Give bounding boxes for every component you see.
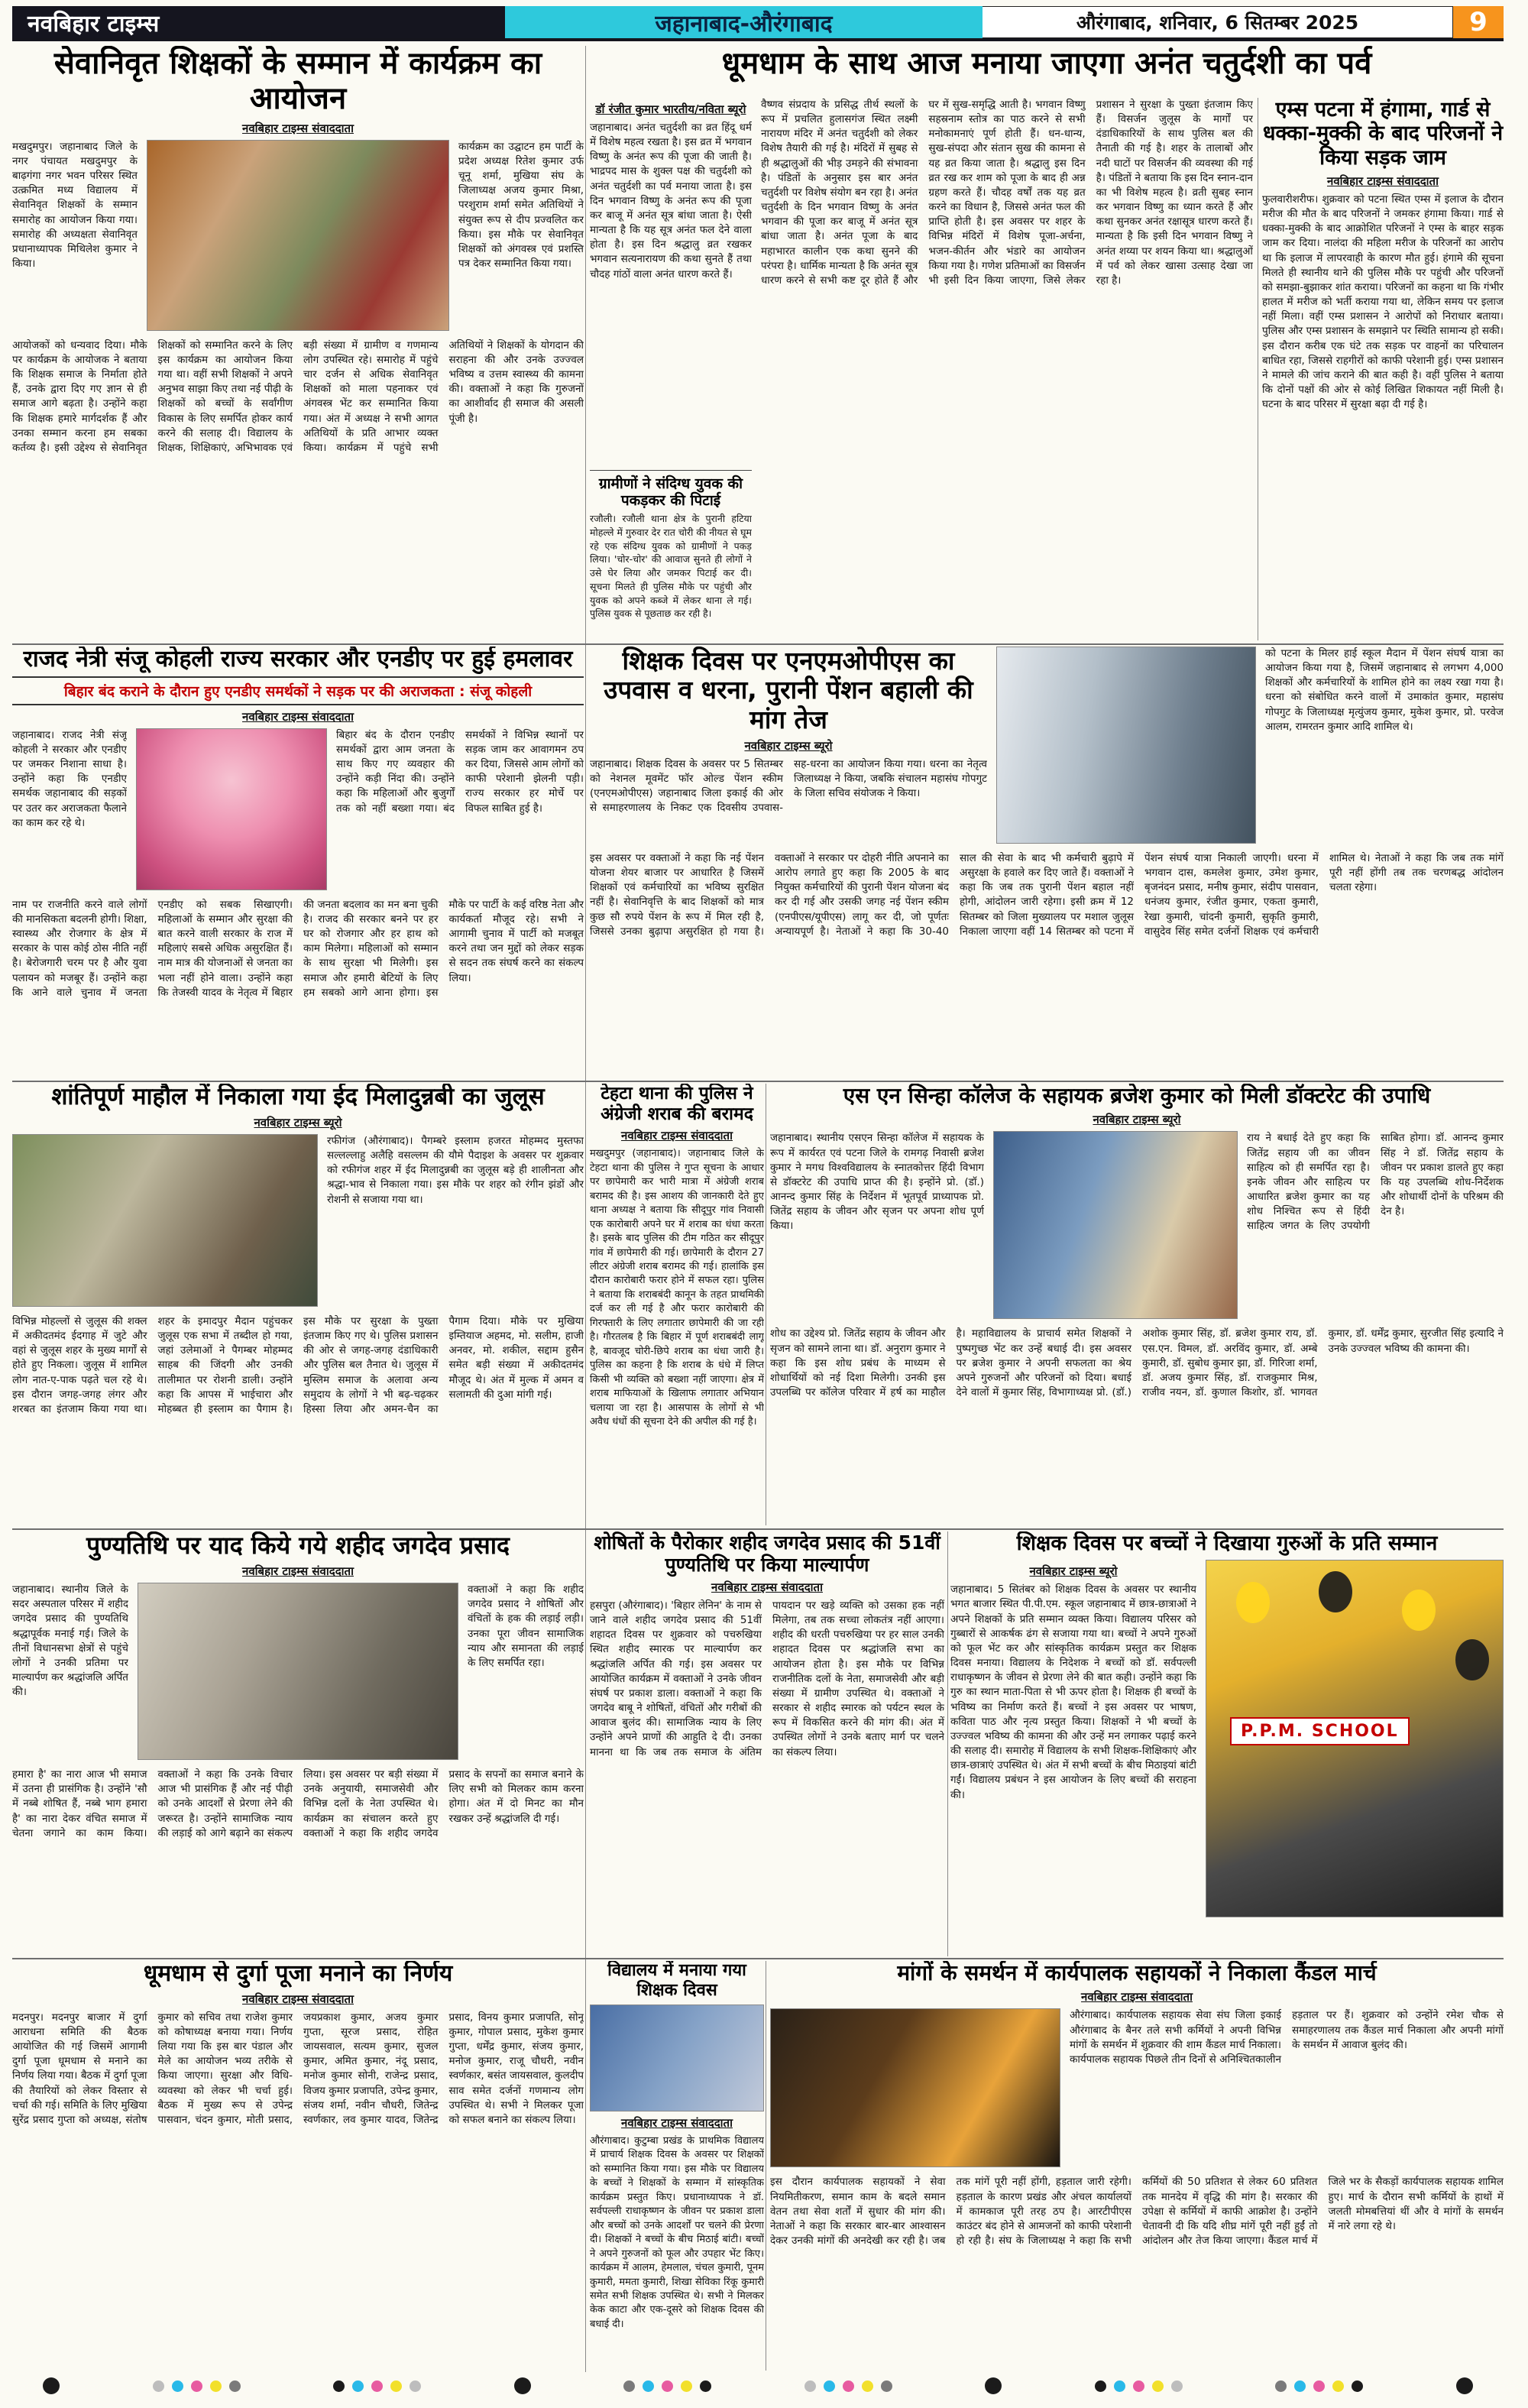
body-text: राय ने बधाई देते हुए कहा कि जितेंद्र सहाय जी का जीवन साहित्य को ही समर्पित रहा है। इनके जीवन और साहित्य पर आधारित ब्रजेश कुमार का यह शोध निश्चित रूप से हिंदी साहित्य जगत के लिए उपयोगी साबित होगा। डॉ. आनन्द कुमार सिंह ने डॉ. जितेंद्र सहाय के जीवन पर प्रकाश डालते हुए कहा कि यह उपलब्धि शोध-निर्देशक और शोधार्थी दोनों के परिश्रम की देन है।: [1247, 1132, 1504, 1233]
row-rule: [12, 643, 1504, 645]
candle-march-photo: [770, 2008, 1060, 2167]
headline: राजद नेत्री संजू कोहली राज्य सरकार और एनडीए पर हुई हमलावर: [23, 647, 573, 672]
headline: एम्स पटना में हंगामा, गार्ड से धक्का-मुक्की के बाद परिजनों ने किया सड़क जाम: [1262, 98, 1504, 170]
article-durga-puja-decision: [12, 1961, 584, 2371]
article-candle-march: [770, 1961, 1504, 2371]
byline: नवबिहार टाइम्स ब्यूरो: [254, 1115, 342, 1129]
masthead: [12, 6, 1504, 41]
registration-marks: [12, 2374, 1504, 2398]
headline: शांतिपूर्ण माहौल में निकाला गया ईद मिलादुन्नबी का जुलूस: [51, 1084, 545, 1110]
body-text: आयोजकों को धन्यवाद दिया। मौके पर कार्यक्रम के आयोजक ने बताया कि शिक्षक समाज के निर्माता होते हैं, उनके द्वारा दिए गए ज्ञान से ही समाज आगे बढ़ता है। उन्होंने कहा कि शिक्षक हमारे मार्गदर्शक हैं और उनका सम्मान करना हम सबका कर्तव्य है। इसी उद्देश्य से सेवानिवृत शिक्षकों को सम्मानित करने के लिए इस कार्यक्रम का आयोजन किया गया था। वहीं सभी शिक्षकों ने अपने अनुभव साझा किए तथा नई पीढ़ी के शिक्षकों को बच्चों के सर्वांगीण विकास के लिए समर्पित होकर कार्य करने की सलाह दी। विद्यालय के शिक्षक, शिक्षिकाएं, अभिभावक एवं बड़ी संख्या में ग्रामीण व गणमान्य लोग उपस्थित रहे। समारोह में पहुंचे चार दर्जन से अधिक सेवानिवृत शिक्षकों को माला पहनाकर एवं अंगवस्त्र भेंट कर सम्मानित किया गया। अंत में अध्यक्ष ने सभी आगत अतिथियों के प्रति आभार व्यक्त किया। कार्यक्रम में पहुंचे सभी अतिथियों ने शिक्षकों के योगदान की सराहना की और उनके उज्ज्वल भविष्य व उत्तम स्वास्थ्य की कामना की। वक्ताओं ने कहा कि गुरुजनों का आशीर्वाद ही समाज की असली पूंजी है।: [12, 339, 584, 454]
registration-dot: [1456, 2377, 1473, 2394]
byline: नवबिहार टाइम्स संवाददाता: [242, 1992, 354, 2006]
doctorate-photo: [993, 1131, 1238, 1319]
row-rule: [12, 1958, 1504, 1959]
byline: नवबिहार टाइम्स संवाददाता: [711, 1580, 823, 1594]
registration-dot: [43, 2377, 60, 2394]
sanju-kohli-photo: [136, 728, 327, 890]
headline: मांगों के समर्थन में कार्यपालक सहायकों ने निकाला कैंडल मार्च: [897, 1961, 1377, 1985]
body-text: इस दौरान कार्यपालक सहायकों ने सेवा नियमितीकरण, समान काम के बदले समान वेतन तथा सेवा शर्तों में सुधार की मांग की। नेताओं ने कहा कि सरकार बार-बार आश्वासन देकर उनकी मांगों की अनदेखी कर रही है। जब तक मांगें पूरी नहीं होंगी, हड़ताल जारी रहेगी। हड़ताल के कारण प्रखंड और अंचल कार्यालयों में कामकाज पूरी तरह ठप है। आरटीपीएस काउंटर बंद होने से आमजनों को काफी परेशानी हो रही है। संघ के जिलाध्यक्ष ने कहा कि सभी कर्मियों की 50 प्रतिशत से लेकर 60 प्रतिशत तक मानदेय में वृद्धि की मांग है। सरकार की उपेक्षा से कर्मियों में काफी आक्रोश है। उन्होंने चेतावनी दी कि यदि शीघ्र मांगें पूरी नहीं हुईं तो आंदोलन और तेज किया जाएगा। कैंडल मार्च में जिले भर के सैकड़ों कार्यपालक सहायक शामिल हुए। मार्च के दौरान सभी कर्मियों के हाथों में जलती मोमबत्तियां थीं और वे मांगों के समर्थन में नारे लगा रहे थे।: [770, 2176, 1504, 2248]
headline: पुण्यतिथि पर याद किये गये शहीद जगदेव प्रसाद: [86, 1531, 510, 1560]
sub-headline: बिहार बंद कराने के दौरान हुए एनडीए समर्थकों ने सड़क पर की अराजकता : संजू कोहली: [12, 676, 584, 705]
byline: नवबिहार टाइम्स संवाददाता: [242, 1564, 354, 1579]
body-text: जहानाबाद। राजद नेत्री संजू कोहली ने सरकार और एनडीए पर जमकर निशाना साधा है। उन्होंने कहा कि एनडीए समर्थक जहानाबाद की सड़कों पर उतर कर अराजकता फैलाने का काम कर रहे थे।: [12, 728, 127, 829]
headline: धूमधाम से दुर्गा पूजा मनाने का निर्णय: [143, 1961, 453, 1987]
headline: शिक्षक दिवस पर बच्चों ने दिखाया गुरुओं के प्रति सम्मान: [1016, 1531, 1438, 1555]
body-text: फुलवारीशरीफ। शुक्रवार को पटना स्थित एम्स में इलाज के दौरान मरीज की मौत के बाद परिजनों ने जमकर हंगामा किया। गार्ड से धक्का-मुक्की के बाद आक्रोशित परिजनों ने एम्स के बाहर सड़क जाम कर दिया। नालंदा की महिला मरीज के परिजनों का आरोप था कि इलाज में लापरवाही के कारण मौत हुई। हंगामे की सूचना मिलते ही स्थानीय थाने की पुलिस मौके पर पहुंची और परिजनों को समझा-बुझाकर शांत कराया। परिजनों का कहना था कि गंभीर हालत में मरीज को भर्ती कराया गया था, लेकिन समय पर इलाज नहीं मिला। वहीं एम्स प्रशासन ने आरोपों को निराधार बताया। पुलिस और एम्स प्रशासन के समझाने पर स्थिति सामान्य हो सकी। इस दौरान करीब एक घंटे तक सड़क पर वाहनों का परिचालन बाधित रहा, जिससे राहगीरों को काफी परेशानी हुई। एम्स प्रशासन ने मामले की जांच कराने की बात कही है। वहीं पुलिस ने बताया कि दोनों पक्षों की ओर से कोई लिखित शिकायत नहीं मिली है। घटना के बाद परिसर में सुरक्षा बढ़ा दी गई है।: [1262, 193, 1504, 411]
body-text: हसपुरा (औरंगाबाद)। 'बिहार लेनिन' के नाम से जाने वाले शहीद जगदेव प्रसाद की 51वीं शहादत दिवस पर शुक्रवार को पचरुखिया स्थित शहीद स्मारक पर माल्यार्पण कर श्रद्धांजलि अर्पित की गई। इस अवसर पर आयोजित कार्यक्रम में वक्ताओं ने उनके जीवन संघर्ष पर प्रकाश डाला। वक्ताओं ने कहा कि जगदेव बाबू ने शोषितों, वंचितों और गरीबों की आवाज बुलंद की। सामाजिक न्याय के लिए उन्होंने अपने प्राणों की आहुति दे दी। उनका मानना था कि जब तक समाज के अंतिम पायदान पर खड़े व्यक्ति को उसका हक नहीं मिलेगा, तब तक सच्चा लोकतंत्र नहीं आएगा। शहीद की धरती पचरुखिया पर हर साल उनकी शहादत दिवस पर श्रद्धांजलि सभा का आयोजन होता है। इस मौके पर विभिन्न राजनीतिक दलों के नेता, समाजसेवी और बड़ी संख्या में ग्रामीण उपस्थित थे। वक्ताओं ने सरकार से शहीद स्मारक को पर्यटन स्थल के रूप में विकसित करने की मांग की। अंत में उपस्थित लोगों ने उनके बताए मार्ग पर चलने का संकल्प लिया।: [590, 1599, 944, 1758]
body-text: जहानाबाद। स्थानीय जिले के सदर अस्पताल परिसर में शहीद जगदेव प्रसाद की पुण्यतिथि श्रद्धापूर्वक मनाई गई। जिले के तीनों विधानसभा क्षेत्रों से पहुंचे लोगों ने उनकी प्रतिमा पर माल्यार्पण कर श्रद्धांजलि अर्पित की।: [12, 1583, 128, 1699]
felicitation-photo: [147, 140, 449, 331]
byline: नवबिहार टाइम्स संवाददाता: [621, 1129, 733, 1143]
page-number: 9: [1453, 6, 1504, 38]
column-rule: [947, 1531, 948, 1956]
body-text: इस अवसर पर वक्ताओं ने कहा कि नई पेंशन योजना शेयर बाजार पर आधारित है जिसमें शिक्षकों एवं कर्मचारियों का भविष्य सुरक्षित नहीं है। सेवानिवृत्ति के बाद शिक्षकों को मात्र कुछ सौ रुपये पेंशन के रूप में मिल रही है, जिससे उनका बुढ़ापा असुरक्षित हो गया है। वक्ताओं ने सरकार पर दोहरी नीति अपनाने का आरोप लगाते हुए कहा कि 2005 के बाद नियुक्त कर्मचारियों की पुरानी पेंशन योजना बंद कर दी गई और उसकी जगह नई पेंशन स्कीम (एनपीएस/यूपीएस) लागू कर दी, जो पूर्णतः अन्यायपूर्ण है। नेताओं ने कहा कि 30-40 साल की सेवा के बाद भी कर्मचारी बुढ़ापे में असुरक्षा के हवाले कर दिए जाते हैं। वक्ताओं ने कहा कि जब तक पुरानी पेंशन बहाल नहीं होगी, आंदोलन जारी रहेगा। इसी क्रम में 12 सितम्बर को जिला मुख्यालय पर मशाल जुलूस निकाला जाएगा वहीं 14 सितम्बर को पटना में पेंशन संघर्ष यात्रा निकाली जाएगी। धरना में भगवान दास, कमलेश कुमार, उमेश कुमार, बृजनंदन प्रसाद, मनीष कुमार, संदीप पासवान, धनंजय कुमार, रंजीत कुमार, एकता कुमारी, रेखा कुमारी, चांदनी कुमारी, सुकृति कुमारी, वासुदेव सिंह समेत दर्जनों शिक्षक एवं कर्मचारी शामिल थे। नेताओं ने कहा कि जब तक मांगें पूरी नहीं होंगी तब तक चरणबद्ध आंदोलन चलता रहेगा।: [590, 852, 1504, 938]
body-text: जहानाबाद। स्थानीय एसएन सिन्हा कॉलेज में सहायक के रूप में कार्यरत एवं पटना जिले के रामगढ़ निवासी ब्रजेश कुमार ने मगध विश्वविद्यालय के स्नातकोत्तर हिंदी विभाग से डॉक्टरेट की उपाधि प्राप्त की है। इन्होंने प्रो. (डॉ.) आनन्द कुमार सिंह के निर्देशन में भूतपूर्व प्राध्यापक प्रो. जितेंद्र सहाय के जीवन और सृजन पर अपना शोध पूर्ण किया।: [770, 1132, 984, 1233]
article-retired-teachers: [12, 46, 584, 640]
article-rjd-sanju-kohli: [12, 647, 584, 1078]
byline: डॉ रंजीत कुमार भारतीय/नविता ब्यूरो: [595, 102, 746, 116]
sub-headline: ग्रामीणों ने संदिग्ध युवक की पकड़कर की पिटाई: [598, 475, 743, 509]
procession-photo: [12, 1134, 318, 1307]
article-nmops-dharna: [590, 647, 1504, 1078]
article-doctorate-award: [770, 1084, 1504, 1525]
column-rule: [585, 46, 586, 2372]
body-text: हमारा है' का नारा आज भी समाज में उतना ही प्रासंगिक है। उन्होंने 'सौ में नब्बे शोषित हैं, नब्बे भाग हमारा है' का नारा देकर वंचित समाज में चेतना जगाने का काम किया। वक्ताओं ने कहा कि उनके विचार आज भी प्रासंगिक हैं और नई पीढ़ी को उनके आदर्शों से प्रेरणा लेने की जरूरत है। उन्होंने सामाजिक न्याय की लड़ाई को आगे बढ़ाने का संकल्प लिया। इस अवसर पर बड़ी संख्या में उनके अनुयायी, समाजसेवी और विभिन्न दलों के नेता उपस्थित थे। कार्यक्रम का संचालन करते हुए वक्ताओं ने कहा कि शहीद जगदेव प्रसाद के सपनों का समाज बनाने के लिए सभी को मिलकर काम करना होगा। अंत में दो मिनट का मौन रखकर उन्हें श्रद्धांजलि दी गई।: [12, 1768, 584, 1839]
body-text: जहानाबाद। अनंत चतुर्दशी का व्रत हिंदू धर्म में विशेष महत्व रखता है। इस व्रत में भगवान विष्णु के अनंत रूप की पूजा की जाती है। भाद्रपद मास के शुक्ल पक्ष की चतुर्दशी को अनंत चतुर्दशी का पर्व मनाया जाता है। इस दिन भगवान विष्णु के अनंत रूप की पूजा कर बाजू में अनंत सूत्र बांधा जाता है। ऐसी मान्यता है कि यह सूत्र अनंत फल देने वाला होता है। इस दिन श्रद्धालु व्रत रखकर भगवान सत्यनारायण की कथा सुनते हैं तथा चौदह गांठों वाला अनंत धारण करते हैं।: [590, 122, 752, 280]
body-text: रफीगंज (औरंगाबाद)। पैगम्बरे इस्लाम हजरत मोहम्मद मुस्तफा सल्लल्लाहु अलैहि वसल्लम की यौमे पैदाइश के अवसर पर शुक्रवार को रफीगंज शहर में ईद मिलादुन्नबी का जुलूस बड़े ही शालीनता और श्रद्धा-भाव से निकाला गया। इस मौके पर शहर को रंगीन झंडों और रोशनी से सजाया गया था।: [327, 1134, 584, 1206]
body-text: मखदुमपुर (जहानाबाद)। जहानाबाद जिले के टेहटा थाना की पुलिस ने गुप्त सूचना के आधार पर छापेमारी कर भारी मात्रा में अंग्रेजी शराब बरामद की है। इस आशय की जानकारी देते हुए थाना अध्यक्ष ने बताया कि सीदूपुर गांव निवासी एक कारोबारी अपने घर में शराब का धंधा करता है। इसके बाद पुलिस की टीम गठित कर सीदूपुर गांव में छापेमारी की गई। छापेमारी के दौरान 27 लीटर अंग्रेजी शराब बरामद की गई। हालांकि इस दौरान कारोबारी फरार होने में सफल रहा। पुलिस ने बताया कि शराबबंदी कानून के तहत प्राथमिकी दर्ज कर ली गई है और फरार कारोबारी की गिरफ्तारी के लिए लगातार छापेमारी की जा रही है। गौरतलब है कि बिहार में पूर्ण शराबबंदी लागू है, बावजूद चोरी-छिपे शराब का धंधा जारी है। पुलिस का कहना है कि शराब के धंधे में लिप्त किसी भी व्यक्ति को बख्शा नहीं जाएगा। क्षेत्र में शराब माफियाओं के खिलाफ लगातार अभियान चलाया जा रहा है। आसपास के लोगों से भी अवैध धंधों की सूचना देने की अपील की गई है।: [590, 1148, 764, 1428]
registration-dot: [985, 2377, 1002, 2394]
registration-group: [153, 2380, 241, 2392]
headline: एस एन सिन्हा कॉलेज के सहायक ब्रजेश कुमार को मिली डॉक्टरेट की उपाधि: [843, 1084, 1431, 1108]
body-text: नाम पर राजनीति करने वाले लोगों की मानसिकता बदलनी होगी। शिक्षा, स्वास्थ्य और रोजगार के क्षेत्र में सरकार के पास कोई ठोस नीति नहीं है। बेरोजगारी चरम पर है और युवा पलायन को मजबूर हैं। उन्होंने कहा कि आने वाले चुनाव में जनता एनडीए को सबक सिखाएगी। महिलाओं के सम्मान और सुरक्षा की बात करने वाली सरकार के राज में महिलाएं सबसे अधिक असुरक्षित हैं। नाम मात्र की योजनाओं से जनता का भला नहीं होने वाला। उन्होंने कहा कि तेजस्वी यादव के नेतृत्व में बिहार की जनता बदलाव का मन बना चुकी है। राजद की सरकार बनने पर हर घर को रोजगार और हर हाथ को काम मिलेगा। महिलाओं को सम्मान के साथ सुरक्षा भी मिलेगी। इस समाज और हमारी बेटियों के लिए हम सबको आगे आना होगा। इस मौके पर पार्टी के कई वरिष्ठ नेता और कार्यकर्ता मौजूद रहे। सभी ने आगामी चुनाव में पार्टी को मजबूत करने तथा जन मुद्दों को लेकर सड़क से सदन तक संघर्ष करने का संकल्प लिया।: [12, 898, 584, 999]
dharna-photo: [996, 647, 1256, 844]
registration-group: [804, 2380, 892, 2392]
body-text: विभिन्न मोहल्लों से जुलूस की शक्ल में अकीदतमंद ईदगाह में जुटे और वहां से जुलूस शहर के मुख्य मार्गों से होते हुए निकला। जुलूस में शामिल लोग नात-ए-पाक पढ़ते चल रहे थे। इस दौरान जगह-जगह लंगर और शरबत का इंतजाम किया गया था। शहर के इमादपुर मैदान पहुंचकर जुलूस एक सभा में तब्दील हो गया, जहां उलेमाओं ने पैगम्बर मोहम्मद साहब की जिंदगी और उनकी तालीमात पर रोशनी डाली। उन्होंने कहा कि आपस में भाईचारा और मोहब्बत ही इस्लाम का पैगाम है। इस मौके पर सुरक्षा के पुख्ता इंतजाम किए गए थे। पुलिस प्रशासन की ओर से जगह-जगह दंडाधिकारी और पुलिस बल तैनात थे। जुलूस में मुस्लिम समाज के अलावा अन्य समुदाय के लोगों ने भी बढ़-चढ़कर हिस्सा लिया और अमन-चैन का पैगाम दिया। मौके पर मुखिया इम्तियाज अहमद, मो. सलीम, हाजी अनवर, मो. शकील, सद्दाम हुसैन समेत बड़ी संख्या में अकीदतमंद मौजूद थे। अंत में मुल्क में अमन व सलामती की दुआ मांगी गई।: [12, 1314, 584, 1415]
byline: नवबिहार टाइम्स संवाददाता: [242, 121, 354, 135]
registration-dot: [514, 2377, 531, 2394]
balloon-decoration: [1319, 1571, 1352, 1612]
byline: नवबिहार टाइम्स ब्यूरो: [1029, 1564, 1118, 1579]
headline: धूमधाम के साथ आज मनाया जाएगा अनंत चतुर्दशी का पर्व: [721, 46, 1372, 81]
body-text: वैष्णव संप्रदाय के प्रसिद्ध तीर्थ स्थलों के रूप में प्रचलित हुलासगंज स्थित लक्ष्मी नारायण मंदिर में अनंत चतुर्दशी को लेकर विशेष तैयारी की गई है। मंदिरों में सुबह से ही श्रद्धालुओं की भीड़ उमड़ने की संभावना है। पंडितों के अनुसार इस बार अनंत चतुर्दशी पर विशेष संयोग बन रहा है। अनंत चतुर्दशी के दिन भगवान विष्णु के अनंत भगवान की पूजा कर बाजू में अनंत सूत्र बांधा जाता है। अनंत पूजा के बाद महाभारत कालीन एक कथा सुनने की परंपरा है। धार्मिक मान्यता है कि अनंत सूत्र धारण करने से सभी कष्ट दूर होते हैं और घर में सुख-समृद्धि आती है। भगवान विष्णु सहस्रनाम स्तोत्र का पाठ करने से सभी मनोकामनाएं पूर्ण होती हैं। धन-धान्य, सुख-संपदा और संतान सुख की कामना से यह व्रत किया जाता है। श्रद्धालु इस दिन व्रत रख कर शाम को पूजा के बाद ही अन्न ग्रहण करते हैं। चौदह वर्षों तक यह व्रत करने का विधान है, जिससे अनंत फल की प्राप्ति होती है। इस अवसर पर शहर के विभिन्न मंदिरों में विशेष पूजा-अर्चना, भजन-कीर्तन और भंडारे का आयोजन किया गया है। गणेश प्रतिमाओं का विसर्जन भी इसी दिन किया जाएगा, जिसे लेकर प्रशासन ने सुरक्षा के पुख्ता इंतजाम किए हैं। विसर्जन जुलूस के मार्गों पर दंडाधिकारियों के साथ पुलिस बल की तैनाती की गई है। शहर के तालाबों और नदी घाटों पर विसर्जन की व्यवस्था की गई है। पंडितों ने बताया कि इस दिन स्नान-दान का भी विशेष महत्व है। व्रती सुबह स्नान कर भगवान विष्णु का ध्यान करते हैं और कथा सुनकर अनंत रक्षासूत्र धारण करते हैं। मान्यता है कि इसी दिन भगवान विष्णु ने अनंत शय्या पर शयन किया था। श्रद्धालुओं में पर्व को लेकर खासा उत्साह देखा जा रहा है।: [761, 99, 1253, 287]
registration-group: [333, 2380, 421, 2392]
headline: शिक्षक दिवस पर एनएमओपीएस का उपवास व धरना, पुरानी पेंशन बहाली की मांग तेज: [604, 647, 973, 734]
edition-banner: जहानाबाद-औरंगाबाद: [505, 6, 983, 38]
school-celebration-photo: [1206, 1560, 1504, 1917]
balloon-decoration: [1402, 1590, 1436, 1631]
registration-group: [623, 2380, 711, 2392]
article-eid-procession: [12, 1084, 584, 1525]
balloon-decoration: [1236, 1582, 1270, 1623]
body-text: वक्ताओं ने कहा कि शहीद जगदेव प्रसाद ने शोषितों और वंचितों के हक की लड़ाई लड़ी। उनका पूरा जीवन सामाजिक न्याय और समानता की लड़ाई के लिए समर्पित रहा।: [468, 1583, 584, 1669]
body-text: को पटना के मिलर हाई स्कूल मैदान में पेंशन संघर्ष यात्रा का आयोजन किया गया है, जिसमें जहानाबाद से लगभग 4,000 शिक्षकों और कर्मचारियों के शामिल होने का लक्ष्य रखा गया है। धरना को संबोधित करने वालों में उमाकांत कुमार, महासंघ गोपगुट के जिलाध्यक्ष मृत्युंजय कुमार, मुकेश कुमार, प्रो. परवेज आलम, रामरतन कुमार आदि शामिल थे।: [1265, 647, 1504, 733]
article-aiims-protest: [1262, 98, 1504, 640]
headline: शोषितों के पैरोकार शहीद जगदेव प्रसाद की 51वीं पुण्यतिथि पर किया माल्यार्पण: [594, 1531, 940, 1576]
article-jagdev-51st-anniversary: [590, 1531, 944, 1956]
body-text: जहानाबाद। शिक्षक दिवस के अवसर पर 5 सितम्बर को नेशनल मूवमेंट फॉर ओल्ड पेंशन स्कीम (एनएमओपीएस) जहानाबाद जिला इकाई की ओर से समाहरणालय के निकट एक दिवसीय उपवास-सह-धरना का आयोजन किया गया। धरना का नेतृत्व जिलाध्यक्ष ने किया, जबकि संचालन महासंघ गोपगुट के जिला सचिव संयोजक ने किया।: [590, 757, 987, 815]
body-text: कार्यक्रम का उद्घाटन हम पार्टी के प्रदेश अध्यक्ष रितेश कुमार उर्फ चूनू शर्मा, मुखिया संघ के जिलाध्यक्ष अजय कुमार मिश्रा, परशुराम शर्मा समेत अतिथियों ने संयुक्त रूप से दीप प्रज्वलित कर किया। इस मौके पर सेवानिवृत शिक्षकों को अंगवस्त्र एवं प्रशस्ति पत्र देकर सम्मानित किया गया।: [458, 140, 584, 271]
date-line: औरंगाबाद, शनिवार, 6 सितम्बर 2025: [983, 6, 1453, 38]
body-text: जहानाबाद। 5 सितंबर को शिक्षक दिवस के अवसर पर स्थानीय भगत बाजार स्थित पी.पी.एम. स्कूल जहानाबाद में छात्र-छात्राओं ने अपने शिक्षकों के प्रति सम्मान व्यक्त किया। विद्यालय परिसर को गुब्बारों से आकर्षक ढंग से सजाया गया था। बच्चों ने अपने गुरुओं को फूल भेंट कर और सांस्कृतिक कार्यक्रम प्रस्तुत कर शिक्षक दिवस मनाया। विद्यालय के निदेशक ने बच्चों को डॉ. सर्वपल्ली राधाकृष्णन के जीवन से प्रेरणा लेने की बात कही। उन्होंने कहा कि गुरु का स्थान माता-पिता से भी ऊपर होता है। शिक्षक ही बच्चों के भविष्य का निर्माण करते हैं। बच्चों ने इस अवसर पर भाषण, कविता पाठ और नृत्य प्रस्तुत किया। शिक्षकों ने भी बच्चों के उज्ज्वल भविष्य की कामना की और उन्हें मन लगाकर पढ़ाई करने की सलाह दी। समारोह में विद्यालय के सभी शिक्षक-शिक्षिकाएं और छात्र-छात्राएं उपस्थित थे। अंत में सभी बच्चों के बीच मिठाइयां बांटी गईं। विद्यालय प्रबंधन ने इस आयोजन के लिए बच्चों की सराहना की।: [950, 1583, 1196, 1801]
byline: नवबिहार टाइम्स ब्यूरो: [744, 738, 833, 753]
headline: टेहटा थाना की पुलिस ने अंग्रेजी शराब की बरामद: [601, 1084, 753, 1124]
byline: नवबिहार टाइम्स ब्यूरो: [1093, 1113, 1181, 1127]
balloon-decoration: [1455, 1639, 1489, 1680]
headline: विद्यालय में मनाया गया शिक्षक दिवस: [607, 1961, 746, 2000]
byline: नवबिहार टाइम्स संवाददाता: [242, 709, 354, 724]
byline: नवबिहार टाइम्स संवाददाता: [1327, 173, 1439, 188]
article-teachers-day-ppm: [950, 1531, 1504, 1956]
article-anant-chaturdashi-headline: [590, 46, 1504, 93]
body-text: मखदुमपुर। जहानाबाद जिले के नगर पंचायत मखदुमपुर के बाढ़गंगा नगर भवन परिसर स्थित उत्क्रमित मध्य विद्यालय में सेवानिवृत शिक्षकों के सम्मान समारोह का आयोजन किया गया। समारोह की अध्यक्षता सेवानिवृत प्रधानाध्यापक मिथिलेश कुमार ने किया।: [12, 140, 138, 271]
row-rule: [12, 1081, 1504, 1082]
article-liquor-seizure: [590, 1084, 764, 1525]
body-text: मदनपुर। मदनपुर बाजार में दुर्गा आराधना समिति की बैठक आयोजित की गई जिसमें आगामी दुर्गा पूजा धूमधाम से मनाने का निर्णय लिया गया। बैठक में दुर्गा पूजा की तैयारियों को लेकर विस्तार से चर्चा की गई। समिति के लिए मुखिया सुरेंद्र प्रसाद गुप्ता को अध्यक्ष, संतोष कुमार को सचिव तथा राजेश कुमार को कोषाध्यक्ष बनाया गया। निर्णय लिया गया कि इस बार पंडाल और मेले का आयोजन भव्य तरीके से किया जाएगा। सुरक्षा और विधि-व्यवस्था को लेकर भी चर्चा हुई। बैठक में मुख्य रूप से उपेन्द्र पासवान, चंदन कुमार, मोती प्रसाद, जयप्रकाश कुमार, अजय कुमार गुप्ता, सूरज प्रसाद, रोहित जायसवाल, सत्यम कुमार, सुजल कुमार, अमित कुमार, नंदू प्रसाद, मनोज कुमार सोनी, राजेन्द्र प्रसाद, विजय कुमार प्रजापति, उपेन्द्र कुमार, संजय शर्मा, नवीन चौधरी, जितेन्द्र स्वर्णकार, लव कुमार यादव, जितेन्द्र प्रसाद, विनय कुमार प्रजापति, सोनू कुमार, गोपाल प्रसाद, मुकेश कुमार गुप्ता, धर्मेंद्र कुमार, संजय कुमार, मनोज कुमार, राजू चौधरी, नवीन स्वर्णकार, बसंत जायसवाल, कुलदीप साव समेत दर्जनों गणमान्य लोग उपस्थित थे। सभी ने मिलकर पूजा को सफल बनाने का संकल्प लिया।: [12, 2011, 584, 2126]
row-rule: [12, 1528, 1504, 1530]
body-text: बिहार बंद के दौरान एनडीए समर्थकों द्वारा आम जनता के साथ किए गए व्यवहार की उन्होंने कड़ी निंदा की। उन्होंने कहा कि महिलाओं और बुजुर्गों तक को नहीं बख्शा गया। बंद समर्थकों ने विभिन्न स्थानों पर सड़क जाम कर आवागमन ठप कर दिया, जिससे आम लोगों को काफी परेशानी झेलनी पड़ी। राज्य सरकार हर मोर्चे पर विफल साबित हुई है।: [336, 728, 584, 815]
paper-name: नवबिहार टाइम्स: [12, 6, 505, 38]
article-jagdev-prasad-memorial: [12, 1531, 584, 1956]
registration-group: [1095, 2380, 1183, 2392]
body-text: औरंगाबाद। कुटुम्बा प्रखंड के प्राथमिक विद्यालय में प्राचार्य शिक्षक दिवस के अवसर पर शिक्षकों को सम्मानित किया गया। इस मौके पर विद्यालय के बच्चों ने शिक्षकों के सम्मान में सांस्कृतिक कार्यक्रम प्रस्तुत किए। प्रधानाध्यापक ने डॉ. सर्वपल्ली राधाकृष्णन के जीवन पर प्रकाश डाला और बच्चों को उनके आदर्शों पर चलने की प्रेरणा दी। शिक्षकों ने बच्चों के बीच मिठाई बांटी। बच्चों ने अपने गुरुजनों को फूल और उपहार भेंट किए। कार्यक्रम में आलम, हेमलाल, चंचल कुमारी, पूनम कुमारी, ममता कुमारी, शिखा सेविका रिंकू कुमारी समेत सभी शिक्षक उपस्थित थे। सभी ने मिलकर केक काटा और एक-दूसरे को शिक्षक दिवस की बधाई दी।: [590, 2135, 764, 2330]
school-banner: P.P.M. SCHOOL: [1230, 1717, 1410, 1745]
headline: सेवानिवृत शिक्षकों के सम्मान में कार्यक्रम का आयोजन: [53, 46, 542, 117]
article-anant-chaturdashi: [590, 98, 1253, 640]
memorial-photo: [138, 1583, 458, 1760]
body-text: रजौली। रजौली थाना क्षेत्र के पुरानी हटिया मोहल्ले में गुरुवार देर रात चोरी की नीयत से घूम रहे एक संदिग्ध युवक को ग्रामीणों ने पकड़ लिया। 'चोर-चोर' की आवाज सुनते ही लोगों ने उसे घेर लिया और जमकर पिटाई कर दी। सूचना मिलते ही पुलिस मौके पर पहुंची और युवक को अपने कब्जे में लेकर थाना ले गई। पुलिस युवक से पूछताछ कर रही है।: [590, 513, 752, 620]
registration-group: [1275, 2380, 1363, 2392]
body-text: औरंगाबाद। कार्यपालक सहायक सेवा संघ जिला इकाई औरंगाबाद के बैनर तले सभी कर्मियों ने अपनी विभिन्न मांगों के समर्थन में शुक्रवार की शाम कैंडल मार्च निकाला। कार्यपालक सहायक पिछले तीन दिनों से अनिश्चितकालीन हड़ताल पर हैं। शुक्रवार को उन्होंने रमेश चौक से समाहरणालय तक कैंडल मार्च निकाला और अपनी मांगों के समर्थन में आवाज बुलंद की।: [1070, 2009, 1504, 2066]
sub-article-youth-beaten: [590, 470, 752, 640]
byline: नवबिहार टाइम्स संवाददाता: [621, 2116, 733, 2131]
school-group-photo: [590, 2005, 764, 2111]
article-school-teachers-day: [590, 1961, 764, 2371]
body-text: शोध का उद्देश्य प्रो. जितेंद्र सहाय के जीवन और सृजन को सामने लाना था। डॉ. अनुराग कुमार ने कहा कि इस शोध प्रबंध के माध्यम से शोधार्थियों को नई दिशा मिलेगी। उनकी इस उपलब्धि पर कॉलेज परिवार में हर्ष का माहौल है। महाविद्यालय के प्राचार्य समेत शिक्षकों ने पुष्पगुच्छ भेंट कर उन्हें बधाई दी। इस अवसर पर ब्रजेश कुमार ने अपनी सफलता का श्रेय अपने गुरुजनों और परिजनों को दिया। बधाई देने वालों में कुमार सिंह, विभागाध्यक्ष प्रो. (डॉ.) अशोक कुमार सिंह, डॉ. ब्रजेश कुमार राय, डॉ. एस.एन. विमल, डॉ. अरविंद कुमार, डॉ. अम्बे कुमारी, डॉ. सुबोध कुमार झा, डॉ. गिरिजा शर्मा, डॉ. अजय कुमार सिंह, डॉ. राजकुमार मिश्र, राजीव नयन, डॉ. कुणाल किशोर, डॉ. भागवत कुमार, डॉ. धर्मेंद्र कुमार, सुरजीत सिंह इत्यादि ने उनके उज्ज्वल भविष्य की कामना की।: [770, 1327, 1504, 1399]
byline: नवबिहार टाइम्स संवाददाता: [1081, 1990, 1193, 2005]
